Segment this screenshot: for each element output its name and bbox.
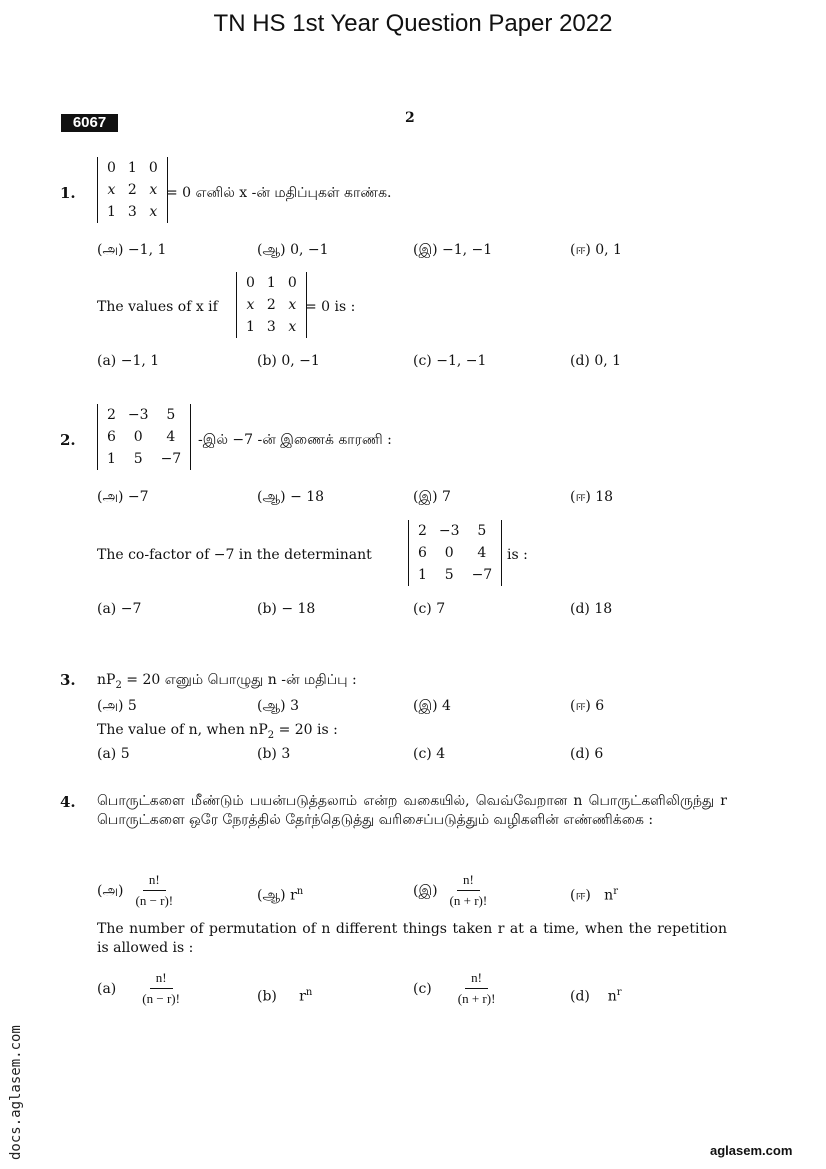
question-4-option-a: (a) $\frac{n!}{(n - r)!}$ bbox=[97, 970, 180, 1006]
question-4-english-text: The number of permutation of n different things taken r at a time, when the repetition is allowed is : bbox=[97, 921, 727, 956]
page-number: 2 bbox=[405, 110, 415, 126]
question-3-option-a: (a) 5 bbox=[97, 746, 130, 762]
question-1-tamil-text: = 0 எனில் x -ன் மதிப்புகள் காண்க. bbox=[166, 185, 392, 201]
question-1-tamil-option-a: (அ) −1, 1 bbox=[97, 242, 167, 258]
question-4-number: 4. bbox=[60, 793, 76, 811]
question-4-tamil-option-a: (அ) $\frac{n!}{(n - r)!}$ bbox=[97, 872, 174, 908]
question-1-tamil-option-d: (ஈ) 0, 1 bbox=[570, 242, 622, 258]
question-1-option-c: (c) −1, −1 bbox=[413, 353, 487, 369]
question-3-number: 3. bbox=[60, 671, 76, 689]
question-2-tamil-option-b: (ஆ) − 18 bbox=[257, 489, 325, 505]
question-3-tamil-text: $nP_2 = 20$ எனும் பொழுது n -ன் மதிப்பு : bbox=[97, 672, 357, 691]
question-2-tamil-text: -இல் −7 -ன் இணைக் காரணி : bbox=[198, 432, 392, 448]
question-3-tamil-option-c: (இ) 4 bbox=[413, 698, 451, 714]
question-4-tamil-option-d: (ஈ) $n^r$ bbox=[570, 886, 618, 904]
question-2-option-a: (a) −7 bbox=[97, 601, 142, 617]
question-1-english-suffix: = 0 is : bbox=[305, 299, 356, 315]
question-1-determinant: 0 1 0 x 2 x 1 3 x bbox=[97, 157, 168, 223]
question-2-option-c: (c) 7 bbox=[413, 601, 446, 617]
question-1-number: 1. bbox=[60, 184, 76, 202]
question-2-english-text: The co-factor of −7 in the determinant bbox=[97, 547, 372, 563]
question-2-tamil-option-a: (அ) −7 bbox=[97, 489, 149, 505]
question-4-option-b: (b) $r^n$ bbox=[257, 987, 313, 1005]
question-3-tamil-option-d: (ஈ) 6 bbox=[570, 698, 605, 714]
question-2-english-suffix: is : bbox=[507, 547, 528, 563]
question-2-tamil-option-c: (இ) 7 bbox=[413, 489, 451, 505]
question-3-tamil-option-b: (ஆ) 3 bbox=[257, 698, 299, 714]
paper-code-badge: 6067 bbox=[61, 114, 118, 132]
question-2-tamil-option-d: (ஈ) 18 bbox=[570, 489, 614, 505]
question-3-option-b: (b) 3 bbox=[257, 746, 291, 762]
side-watermark: docs.aglasem.com bbox=[8, 1025, 24, 1160]
question-1-english-text: The values of x if bbox=[97, 299, 218, 315]
question-3-option-c: (c) 4 bbox=[413, 746, 446, 762]
question-1-option-d: (d) 0, 1 bbox=[570, 353, 622, 369]
question-3-option-d: (d) 6 bbox=[570, 746, 604, 762]
question-4-tamil-option-b: (ஆ) $r^n$ bbox=[257, 886, 304, 904]
question-1-option-b: (b) 0, −1 bbox=[257, 353, 320, 369]
question-1-english-determinant: 0 1 0 x 2 x 1 3 x bbox=[236, 272, 307, 338]
question-1-tamil-option-c: (இ) −1, −1 bbox=[413, 242, 493, 258]
question-1-tamil-option-b: (ஆ) 0, −1 bbox=[257, 242, 329, 258]
page-title: TN HS 1st Year Question Paper 2022 bbox=[213, 10, 613, 37]
question-4-option-d: (d) $n^r$ bbox=[570, 987, 622, 1005]
question-2-number: 2. bbox=[60, 431, 76, 449]
question-3-tamil-option-a: (அ) 5 bbox=[97, 698, 137, 714]
question-2-determinant: 2 −3 5 6 0 4 1 5 −7 bbox=[97, 404, 191, 470]
footer-source: aglasem.com bbox=[710, 1143, 793, 1158]
question-2-option-b: (b) − 18 bbox=[257, 601, 316, 617]
question-4-option-c: (c) $\frac{n!}{(n + r)!}$ bbox=[413, 970, 496, 1006]
question-4-tamil-option-c: (இ) $\frac{n!}{(n + r)!}$ bbox=[413, 872, 488, 908]
question-4-tamil-text: பொருட்களை மீண்டும் பயன்படுத்தலாம் என்ற வகையில், வெவ்வேறான n பொருட்களிலிருந்து r பொருட்களை ஒரே நேரத்தில் தேர்ந்தெடுத்து வரிசைப்படுத்தும் வழிகளின் எண்ணிக்கை : bbox=[97, 793, 727, 828]
question-2-option-d: (d) 18 bbox=[570, 601, 613, 617]
question-2-english-determinant: 2 −3 5 6 0 4 1 5 −7 bbox=[408, 520, 502, 586]
question-3-english-text: The value of n, when $nP_2 = 20$ is : bbox=[97, 722, 338, 741]
question-1-option-a: (a) −1, 1 bbox=[97, 353, 160, 369]
